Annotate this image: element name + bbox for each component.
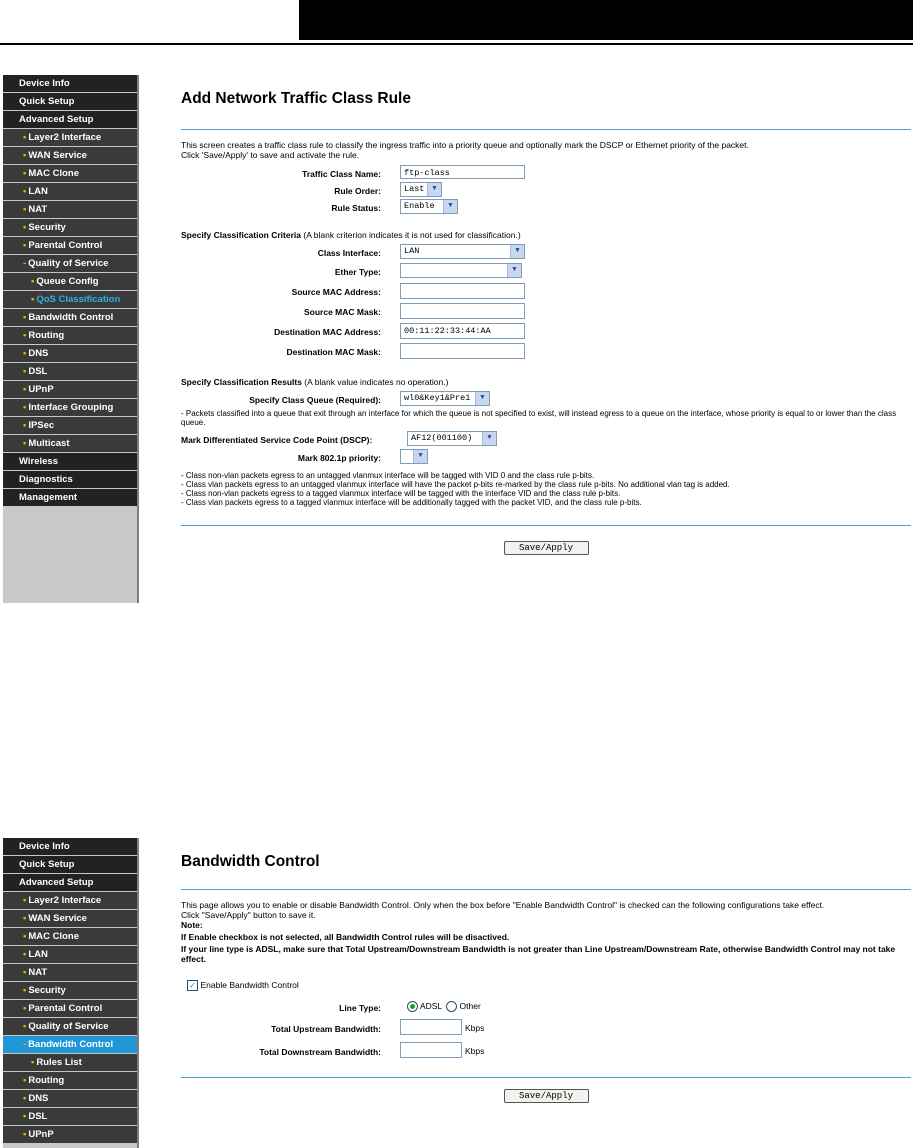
ether-type-select[interactable] xyxy=(400,263,522,278)
destination-mask-label: Destination MAC Mask: xyxy=(286,347,381,357)
ether-type-row xyxy=(181,263,911,283)
rule-status-row xyxy=(181,199,911,216)
bullet-icon: • xyxy=(31,276,35,287)
sidebar-item-multicast[interactable] xyxy=(3,435,137,452)
divider xyxy=(181,129,911,130)
downstream-row xyxy=(181,1042,911,1065)
bullet-icon: • xyxy=(23,967,27,978)
line-type-row xyxy=(181,999,911,1017)
qos-content xyxy=(181,75,911,555)
class-interface-value: LAN xyxy=(404,246,420,256)
bullet-icon: • xyxy=(23,240,27,251)
sidebar-item-routing[interactable] xyxy=(3,1072,137,1089)
sidebar-item-upnp[interactable] xyxy=(3,1126,137,1143)
sidebar-item-wan-service[interactable] xyxy=(3,910,137,927)
sidebar-item-label: Wireless xyxy=(19,456,58,467)
sidebar-item-label: UPnP xyxy=(28,1129,54,1140)
downstream-input[interactable] xyxy=(400,1042,462,1058)
adsl-radio[interactable] xyxy=(407,1001,418,1012)
sidebar-item-label: MAC Clone xyxy=(28,931,79,942)
sidebar-item-management[interactable] xyxy=(3,489,137,506)
bullet-icon: • xyxy=(23,222,27,233)
sidebar-item-label: Device Info xyxy=(19,841,70,852)
sidebar-item-label: Quick Setup xyxy=(19,859,75,870)
description-line: Click "Save/Apply" button to save it. xyxy=(181,910,316,920)
class-queue-label: Specify Class Queue (Required): xyxy=(249,395,381,405)
source-mac-row xyxy=(181,283,911,303)
sidebar-item-label: Advanced Setup xyxy=(19,114,94,125)
bullet-icon: • xyxy=(23,420,27,431)
sidebar-item-label: Diagnostics xyxy=(19,474,73,485)
divider xyxy=(181,1077,911,1078)
sidebar-item-parental-control[interactable] xyxy=(3,1000,137,1017)
results-heading xyxy=(181,377,911,387)
vlan-note: - Class vlan packets egress to a tagged vlanmux interface will be additionally tagged with the packet VID, and the class rule p-bits. xyxy=(181,498,642,507)
sidebar-item-wan-service[interactable] xyxy=(3,147,137,164)
sidebar-item-label: DNS xyxy=(28,348,49,359)
sidebar-item-label: Quality of Service xyxy=(28,1021,109,1032)
downstream-unit: Kbps xyxy=(465,1046,485,1057)
sidebar-item-parental-control[interactable] xyxy=(3,237,137,254)
sidebar-item-label: Queue Config xyxy=(36,276,99,287)
bullet-icon: - xyxy=(23,258,27,269)
dscp-label: Mark Differentiated Service Code Point (DSCP): xyxy=(181,435,373,445)
save-apply-button[interactable]: Save/Apply xyxy=(504,541,589,555)
sidebar-item-label: Rules List xyxy=(36,1057,82,1068)
sidebar-item-dsl[interactable] xyxy=(3,363,137,380)
sidebar-item-label: Multicast xyxy=(28,438,70,449)
upstream-input[interactable] xyxy=(400,1019,462,1035)
sidebar-item-rules-list[interactable] xyxy=(3,1054,137,1071)
bullet-icon: • xyxy=(23,384,27,395)
vlan-note: - Class vlan packets egress to an untagged vlanmux interface will have the packet p-bits re-marked by the class rule p-bits. No additional vlan tag is added. xyxy=(181,480,730,489)
other-radio[interactable] xyxy=(446,1001,457,1012)
enable-bandwidth-row xyxy=(181,980,911,991)
class-interface-label: Class Interface: xyxy=(317,248,381,258)
sidebar-item-label: LAN xyxy=(28,949,48,960)
bullet-icon: • xyxy=(23,1021,27,1032)
sidebar-item-upnp[interactable] xyxy=(3,381,137,398)
ether-type-value xyxy=(401,264,507,277)
note-heading: Note: xyxy=(181,920,203,930)
vlan-note: - Class non-vlan packets egress to an untagged vlanmux interface will be tagged with VID 0 and the class rule p-bits. xyxy=(181,471,595,480)
sidebar-nav xyxy=(3,75,137,506)
sidebar-item-device-info[interactable] xyxy=(3,838,137,855)
bullet-icon: - xyxy=(23,1039,27,1050)
sidebar-item-device-info[interactable] xyxy=(3,75,137,92)
chevron-down-icon: ▼ xyxy=(507,264,521,277)
sidebar-item-label: Management xyxy=(19,492,78,503)
bullet-icon: • xyxy=(23,150,27,161)
chevron-down-icon: ▼ xyxy=(413,450,427,463)
chevron-down-icon: ▼ xyxy=(427,183,441,196)
sidebar-item-label: Bandwidth Control xyxy=(28,312,114,323)
sidebar-item-dns[interactable] xyxy=(3,1090,137,1107)
bullet-icon: • xyxy=(23,1111,27,1122)
destination-mac-label: Destination MAC Address: xyxy=(274,327,381,337)
sidebar-item-label: Quick Setup xyxy=(19,96,75,107)
p8021-value xyxy=(401,450,413,463)
sidebar-item-dsl[interactable] xyxy=(3,1108,137,1125)
sidebar-item-nat[interactable] xyxy=(3,201,137,218)
bullet-icon: • xyxy=(31,294,35,305)
sidebar-item-label: Security xyxy=(28,222,66,233)
bullet-icon: • xyxy=(23,931,27,942)
sidebar-item-lan[interactable] xyxy=(3,183,137,200)
rule-status-select[interactable] xyxy=(400,199,458,214)
bullet-icon: • xyxy=(23,949,27,960)
bullet-icon: • xyxy=(23,330,27,341)
sidebar-item-label: UPnP xyxy=(28,384,54,395)
enable-bandwidth-checkbox[interactable]: ✓ xyxy=(187,980,198,991)
sidebar-item-label: Interface Grouping xyxy=(28,402,114,413)
sidebar-item-ipsec[interactable] xyxy=(3,417,137,434)
note-line: If Enable checkbox is not selected, all Bandwidth Control rules will be disactived. xyxy=(181,932,510,942)
chevron-down-icon: ▼ xyxy=(443,200,457,213)
sidebar-item-routing[interactable] xyxy=(3,327,137,344)
bullet-icon: • xyxy=(23,186,27,197)
source-mac-label: Source MAC Address: xyxy=(291,287,381,297)
sidebar-item-dns[interactable] xyxy=(3,345,137,362)
source-mask-row xyxy=(181,303,911,323)
sidebar-item-label: Routing xyxy=(28,1075,65,1086)
sidebar-item-label: NAT xyxy=(28,204,48,215)
divider xyxy=(181,525,911,526)
sidebar-item-queue-config[interactable] xyxy=(3,273,137,290)
sidebar-item-label: Parental Control xyxy=(28,1003,103,1014)
page-title: Bandwidth Control xyxy=(181,853,320,870)
traffic-class-name-input[interactable]: ftp-class xyxy=(400,165,525,179)
sidebar-item-label: Bandwidth Control xyxy=(28,1039,114,1050)
sidebar-item-label: Advanced Setup xyxy=(19,877,94,888)
sidebar-item-label: MAC Clone xyxy=(28,168,79,179)
sidebar-item-label: DSL xyxy=(28,1111,48,1122)
destination-mac-input[interactable]: 00:11:22:33:44:AA xyxy=(400,323,525,339)
header-divider xyxy=(0,43,913,45)
page-description xyxy=(181,900,911,964)
sidebar-item-label: Quality of Service xyxy=(28,258,109,269)
sidebar-item-label: IPSec xyxy=(28,420,55,431)
upstream-unit: Kbps xyxy=(465,1023,485,1034)
page-description xyxy=(181,140,911,160)
sidebar-nav xyxy=(3,838,137,1143)
sidebar-item-bandwidth-control[interactable] xyxy=(3,1036,137,1053)
criteria-note: (A blank criterion indicates it is not used for classification.) xyxy=(301,230,521,240)
upstream-label: Total Upstream Bandwidth: xyxy=(271,1024,381,1035)
sidebar-item-label: Security xyxy=(28,985,66,996)
downstream-label: Total Downstream Bandwidth: xyxy=(259,1047,381,1058)
bullet-icon: • xyxy=(23,438,27,449)
divider xyxy=(181,889,911,890)
save-apply-button[interactable]: Save/Apply xyxy=(504,1089,589,1103)
bullet-icon: • xyxy=(23,1129,27,1140)
bullet-icon: • xyxy=(23,985,27,996)
chevron-down-icon: ▼ xyxy=(510,245,524,258)
destination-mask-input[interactable] xyxy=(400,343,525,359)
sidebar-item-diagnostics[interactable] xyxy=(3,471,137,488)
bullet-icon: • xyxy=(31,1057,35,1068)
sidebar-item-nat[interactable] xyxy=(3,964,137,981)
dscp-select[interactable] xyxy=(407,431,497,446)
bullet-icon: • xyxy=(23,1075,27,1086)
sidebar xyxy=(3,838,139,1148)
sidebar-item-bandwidth-control[interactable] xyxy=(3,309,137,326)
sidebar-item-layer2-interface[interactable] xyxy=(3,129,137,146)
sidebar-item-advanced-setup[interactable] xyxy=(3,111,137,128)
results-heading-text: Specify Classification Results xyxy=(181,377,302,387)
sidebar-item-label: Routing xyxy=(28,330,65,341)
sidebar-item-interface-grouping[interactable] xyxy=(3,399,137,416)
sidebar-item-wireless[interactable] xyxy=(3,453,137,470)
bandwidth-screenshot xyxy=(3,838,913,1148)
bullet-icon: • xyxy=(23,168,27,179)
description-line: This screen creates a traffic class rule to classify the ingress traffic into a priority queue and optionally mark the DSCP or Ethernet priority of the packet. xyxy=(181,140,749,150)
bullet-icon: • xyxy=(23,348,27,359)
rule-status-value: Enable xyxy=(404,201,435,211)
rule-order-row xyxy=(181,182,911,199)
page-title: Add Network Traffic Class Rule xyxy=(181,90,411,107)
sidebar-item-quality-of-service[interactable] xyxy=(3,1018,137,1035)
sidebar-item-label: DSL xyxy=(28,366,48,377)
bullet-icon: • xyxy=(23,402,27,413)
description-line: Click 'Save/Apply' to save and activate the rule. xyxy=(181,150,360,160)
bullet-icon: • xyxy=(23,366,27,377)
line-type-label: Line Type: xyxy=(339,1003,381,1014)
sidebar-item-label: NAT xyxy=(28,967,48,978)
vlan-notes xyxy=(181,471,911,507)
source-mask-input[interactable] xyxy=(400,303,525,319)
bullet-icon: • xyxy=(23,1003,27,1014)
bullet-icon: • xyxy=(23,913,27,924)
sidebar-item-quick-setup[interactable] xyxy=(3,93,137,110)
sidebar-item-label: Device Info xyxy=(19,78,70,89)
upstream-row xyxy=(181,1019,911,1042)
description-line: This page allows you to enable or disable Bandwidth Control. Only when the box before "Enable Bandwidth Control" is checked can the following configurations take effect. xyxy=(181,900,825,910)
results-note: (A blank value indicates no operation.) xyxy=(301,377,449,387)
traffic-class-name-label: Traffic Class Name: xyxy=(302,169,381,179)
sidebar-item-lan[interactable] xyxy=(3,946,137,963)
sidebar-item-qos-classification[interactable] xyxy=(3,291,137,308)
class-queue-row xyxy=(181,391,911,409)
queue-note: - Packets classified into a queue that exit through an interface for which the queue is not specified to exist, will instead egress to a queue on the interface, whose priority is equal to or lower than the class queue. xyxy=(181,409,897,427)
source-mac-input[interactable] xyxy=(400,283,525,299)
destination-mac-row xyxy=(181,323,911,343)
destination-mask-row xyxy=(181,343,911,363)
enable-bandwidth-label: Enable Bandwidth Control xyxy=(200,980,299,990)
chevron-down-icon: ▼ xyxy=(475,392,489,405)
adsl-label: ADSL xyxy=(419,1001,442,1012)
other-label: Other xyxy=(459,1001,481,1012)
sidebar-item-layer2-interface[interactable] xyxy=(3,892,137,909)
class-queue-select[interactable] xyxy=(400,391,490,406)
sidebar-item-label: QoS Classification xyxy=(36,294,121,305)
sidebar-item-label: Layer2 Interface xyxy=(28,895,102,906)
rule-status-label: Rule Status: xyxy=(331,203,381,213)
class-queue-value: wl0&Key1&Pre1 xyxy=(404,393,471,403)
sidebar-item-label: Layer2 Interface xyxy=(28,132,102,143)
rule-order-value: Last xyxy=(404,184,425,194)
bullet-icon: • xyxy=(23,204,27,215)
rule-order-select[interactable] xyxy=(400,182,442,197)
bullet-icon: • xyxy=(23,132,27,143)
p8021-label: Mark 802.1p priority: xyxy=(297,453,381,463)
sidebar-item-label: LAN xyxy=(28,186,48,197)
sidebar-item-advanced-setup[interactable] xyxy=(3,874,137,891)
dscp-value: AF12(001100) xyxy=(411,433,473,443)
sidebar-item-quality-of-service[interactable] xyxy=(3,255,137,272)
class-interface-row xyxy=(181,244,911,263)
sidebar-item-label: DNS xyxy=(28,1093,49,1104)
header-bar xyxy=(299,0,913,40)
chevron-down-icon: ▼ xyxy=(482,432,496,445)
sidebar-item-quick-setup[interactable] xyxy=(3,856,137,873)
qos-screenshot xyxy=(3,75,913,603)
bullet-icon: • xyxy=(23,312,27,323)
source-mask-label: Source MAC Mask: xyxy=(304,307,381,317)
sidebar-item-mac-clone[interactable] xyxy=(3,165,137,182)
vlan-note: - Class non-vlan packets egress to a tagged vlanmux interface will be tagged with the interface VID and the class rule p-bits. xyxy=(181,489,621,498)
bullet-icon: • xyxy=(23,895,27,906)
sidebar-item-mac-clone[interactable] xyxy=(3,928,137,945)
criteria-heading xyxy=(181,230,911,240)
p8021-row xyxy=(181,449,911,467)
dscp-row xyxy=(181,431,911,449)
sidebar-item-security[interactable] xyxy=(3,219,137,236)
traffic-class-name-row xyxy=(181,165,911,182)
rule-order-label: Rule Order: xyxy=(334,186,381,196)
note-line: If your line type is ADSL, make sure that Total Upstream/Downstream Bandwidth is not greater than Line Upstream/Downstream Rate, otherwise Bandwidth Control may not take effect. xyxy=(181,944,896,964)
class-interface-select[interactable] xyxy=(400,244,525,259)
p8021-select[interactable] xyxy=(400,449,428,464)
sidebar-item-label: WAN Service xyxy=(28,150,87,161)
bandwidth-content xyxy=(181,838,911,1103)
criteria-heading-text: Specify Classification Criteria xyxy=(181,230,301,240)
sidebar-item-security[interactable] xyxy=(3,982,137,999)
bullet-icon: • xyxy=(23,1093,27,1104)
ether-type-label: Ether Type: xyxy=(334,267,381,277)
sidebar-item-label: WAN Service xyxy=(28,913,87,924)
sidebar-item-label: Parental Control xyxy=(28,240,103,251)
sidebar xyxy=(3,75,139,603)
